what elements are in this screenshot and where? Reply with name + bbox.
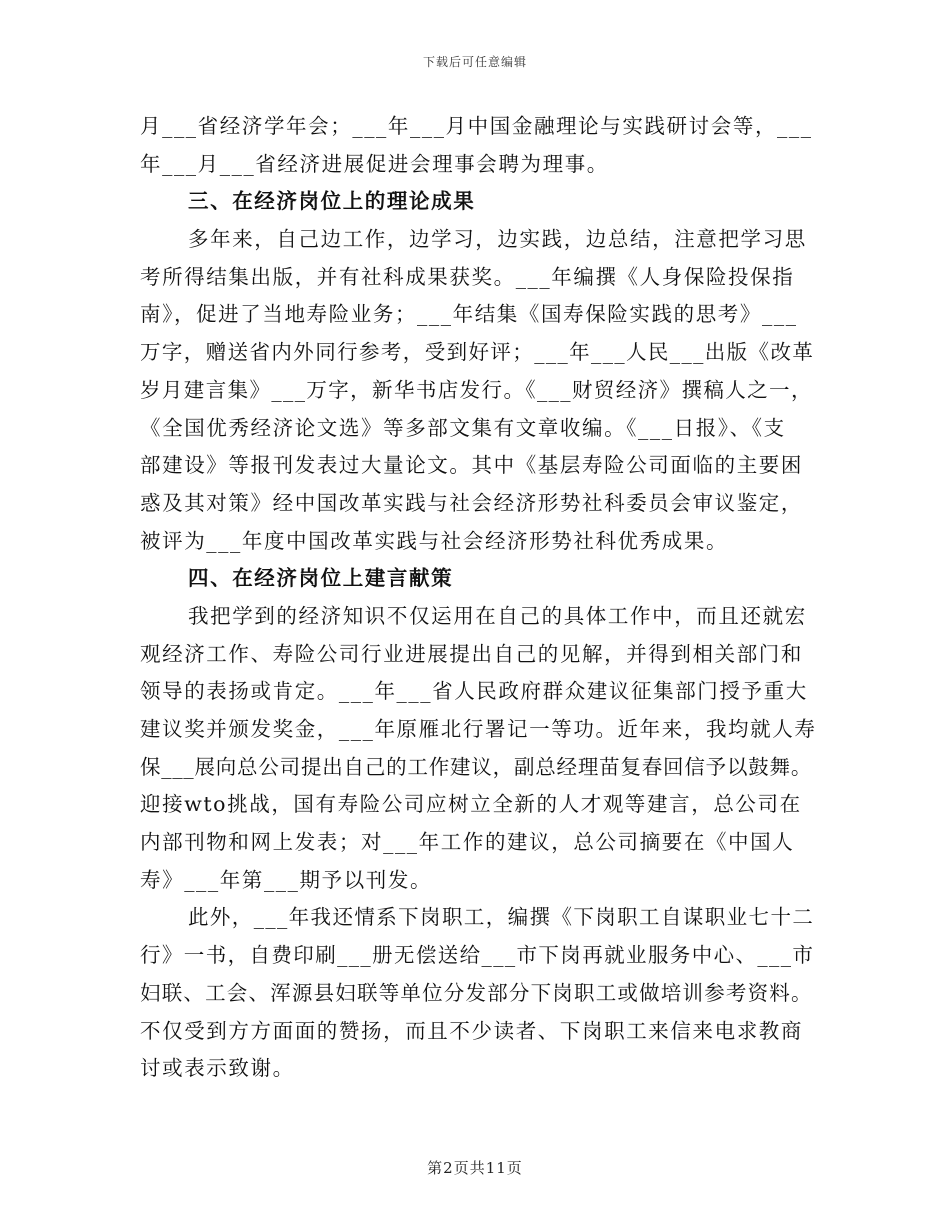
text-line: 迎接wto挑战，国有寿险公司应树立全新的人才观等建言，总公司在 bbox=[140, 792, 802, 817]
text-line: 《全国优秀经济论文选》等多部文集有文章收编。《___日报》、《支 bbox=[140, 415, 786, 440]
section-heading: 四、在经济岗位上建言献策 bbox=[188, 566, 454, 591]
document-body bbox=[140, 108, 818, 1088]
text-line: 观经济工作、寿险公司行业进展提出自己的见解，并得到相关部门和 bbox=[140, 641, 803, 666]
text-line: 考所得结集出版，并有社科成果获奖。___年编撰《人身保险投保指 bbox=[140, 264, 795, 289]
page-footer: 第2页共11页 bbox=[427, 1159, 523, 1177]
text-line: 此外，___年我还情系下岗职工，编撰《下岗职工自谋职业七十二 bbox=[188, 905, 815, 930]
text-line: 惑及其对策》经中国改革实践与社会经济形势社科委员会审议鉴定， bbox=[140, 490, 803, 515]
text-line: 多年来，自己边工作，边学习，边实践，边总结，注意把学习思 bbox=[188, 227, 807, 252]
text-line: 部建设》等报刊发表过大量论文。其中《基层寿险公司面临的主要困 bbox=[140, 453, 803, 478]
text-line: 月___省经济学年会；___年___月中国金融理论与实践研讨会等，___ bbox=[140, 114, 813, 138]
section-heading: 三、在经济岗位上的理论成果 bbox=[188, 189, 476, 214]
text-line: 妇联、工会、浑源县妇联等单位分发部分下岗职工或做培训参考资料。 bbox=[140, 980, 813, 1005]
text-line: 行》一书，自费印刷___册无偿送给___市下岗再就业服务中心、___市 bbox=[140, 943, 815, 968]
text-line: 岁月建言集》___万字，新华书店发行。《___财贸经济》撰稿人之一， bbox=[140, 377, 813, 402]
text-line: 寿》___年第___期予以刊发。 bbox=[140, 867, 433, 892]
text-line: 建议奖并颁发奖金，___年原雁北行署记一等功。近年来，我均就人寿 bbox=[140, 717, 817, 741]
text-line: 保___展向总公司提出自己的工作建议，副总经理苗复春回信予以鼓舞。 bbox=[140, 754, 813, 779]
text-line: 被评为___年度中国改革实践与社会经济形势社科优秀成果。 bbox=[140, 528, 729, 553]
text-line: 不仅受到方方面面的赞扬，而且不少读者、下岗职工来信来电求教商 bbox=[140, 1018, 803, 1043]
text-line: 讨或表示致谢。 bbox=[140, 1056, 295, 1081]
text-line: 万字，赠送省内外同行参考，受到好评；___年___人民___出版《改革 bbox=[140, 340, 815, 365]
page-header: 下载后可任意编辑 bbox=[422, 55, 527, 69]
text-line: 我把学到的经济知识不仅运用在自己的具体工作中，而且还就宏 bbox=[188, 603, 807, 628]
text-line: 领导的表扬或肯定。___年___省人民政府群众建议征集部门授予重大 bbox=[140, 679, 808, 704]
text-line: 南》，促进了当地寿险业务；___年结集《国寿保险实践的思考》___ bbox=[140, 302, 798, 327]
text-line: 内部刊物和网上发表；对___年工作的建议，总公司摘要在《中国人 bbox=[140, 830, 795, 855]
text-line: 年___月___省经济进展促进会理事会聘为理事。 bbox=[140, 151, 609, 176]
